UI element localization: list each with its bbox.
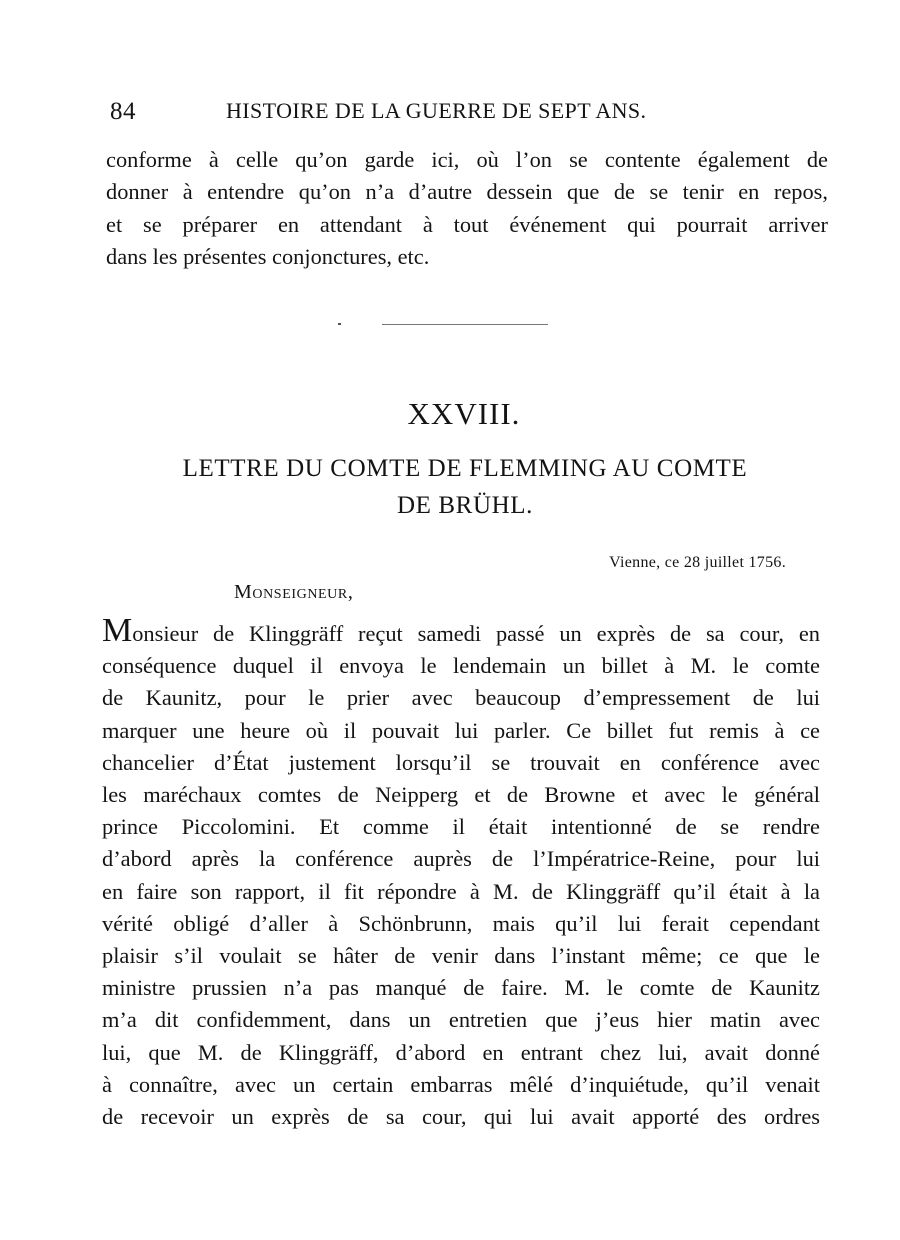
text-line: en faire son rapport, il fit répondre à M. de Klinggräff qu’il était à la [102,878,820,904]
section-separator [338,323,550,326]
text-line: conforme à celle qu’on garde ici, où l’on se contente également de [106,147,828,172]
page-number: 84 [110,98,136,125]
text-line: vérité obligé d’aller à Schönbrunn, mais qu’il lui ferait cependant [102,910,820,936]
initial-letter: M [102,612,133,649]
separator-rule [382,324,548,325]
text-line: chancelier d’État justement lorsqu’il se trouvait en conférence avec [102,749,820,775]
dateline: Vienne, ce 28 juillet 1756. [609,554,786,571]
text-line: de recevoir un exprès de sa cour, qui lui avait apporté des ordres [102,1104,820,1130]
text-line-first [102,612,820,650]
first-line-text: onsieur de Klinggräff reçut samedi passé un exprès de sa cour, en [132,621,820,646]
separator-dot [338,323,341,325]
section-title-line: LETTRE DU COMTE DE FLEMMING AU COMTE [182,455,748,482]
text-line: m’a dit confidemment, dans un entretien que j’eus hier matin avec [102,1007,820,1033]
text-line: conséquence duquel il envoya le lendemain un billet à M. le comte [102,653,820,679]
text-line: les maréchaux comtes de Neipperg et de Browne et avec le général [102,782,820,808]
running-head [110,98,730,132]
salutation: Monseigneur, [234,581,354,603]
letter-body [102,612,820,1133]
text-line: dans les présentes conjonctures, etc. [106,244,430,270]
section-number: XXVIII. [407,396,521,431]
text-line: d’abord après la conférence auprès de l’Impératrice-Reine, pour lui [102,846,820,872]
text-line: et se préparer en attendant à tout événement qui pourrait arriver [106,211,828,237]
text-line: à connaître, avec un certain embarras mêlé d’inquiétude, qu’il venait [102,1071,820,1097]
text-line: de Kaunitz, pour le prier avec beaucoup d’empressement de lui [102,685,820,711]
text-line: marquer une heure où il pouvait lui parler. Ce billet fut remis à ce [102,717,820,743]
text-line: donner à entendre qu’on n’a d’autre dessein que de se tenir en repos, [106,179,828,205]
text-line: ministre prussien n’a pas manqué de faire. M. le comte de Kaunitz [102,975,820,1001]
previous-letter-ending [106,144,828,274]
running-title: HISTOIRE DE LA GUERRE DE SEPT ANS. [226,98,647,123]
text-line: prince Piccolomini. Et comme il était intentionné de se rendre [102,814,820,840]
text-line: lui, que M. de Klinggräff, d’abord en entrant chez lui, avait donné [102,1039,820,1065]
section-title [150,450,780,524]
text-line: plaisir s’il voulait se hâter de venir dans l’instant même; ce que le [102,943,820,969]
section-title-line: DE BRÜHL. [397,492,533,519]
